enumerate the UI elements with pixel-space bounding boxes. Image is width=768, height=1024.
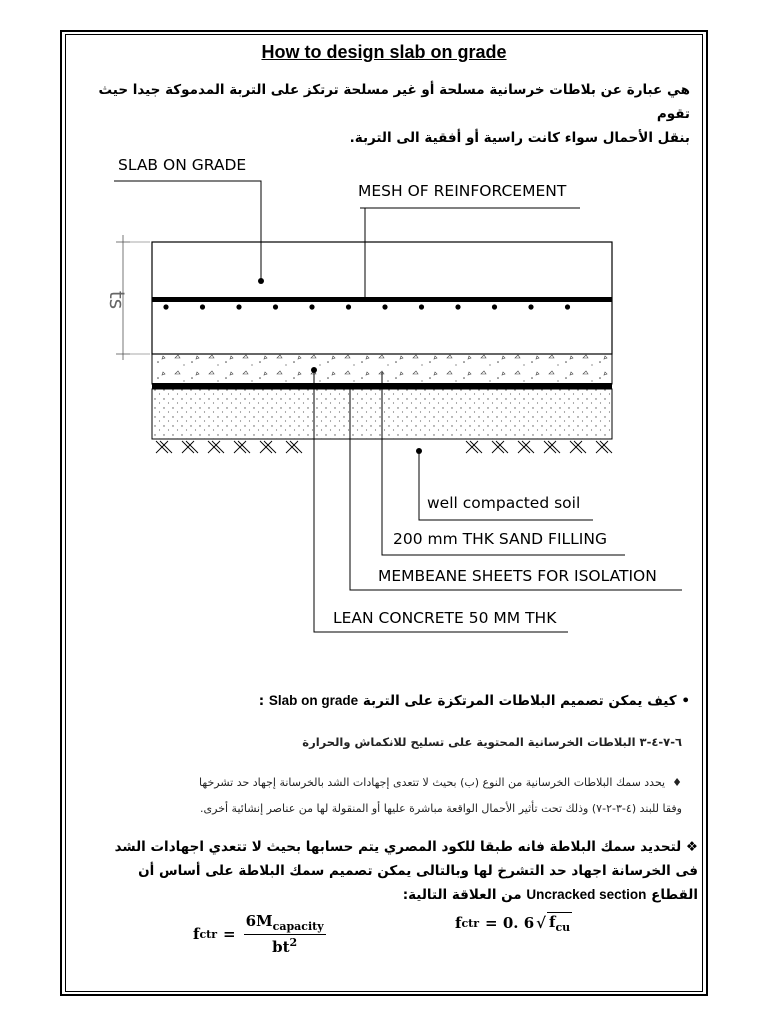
code-clause-body (98, 770, 682, 822)
question-colon: : (258, 693, 265, 709)
note-line: لتحديد سمك البلاطة فانه طبقا للكود المصري يتم حسابها بحيث لا تتعدي اجهادات الشد (114, 839, 682, 855)
formula-equals: = 0. 6 (485, 914, 535, 932)
diamond-icon: ♦ (672, 776, 682, 789)
formula-symbol: f (455, 914, 462, 932)
formula-subscript: capacity (272, 920, 324, 933)
label-sand: 200 mm THK SAND FILLING (393, 530, 607, 548)
ts-label: ts (105, 290, 129, 310)
formula-numerator: 6M (245, 912, 273, 930)
rebar-dot (273, 304, 278, 309)
rebar-dot (455, 304, 460, 309)
rebar-dot (346, 304, 351, 309)
bullet-icon: • (681, 693, 690, 709)
formula-denominator: bt (272, 938, 290, 956)
note-text: من العلاقة التالية: (402, 887, 522, 903)
rebar-dot (565, 304, 570, 309)
reinforcement-mesh (152, 297, 612, 302)
label-slab-on-grade: SLAB ON GRADE (118, 156, 247, 174)
rebar-dot (382, 304, 387, 309)
formula-equals: = (223, 925, 236, 943)
question-en-term: Slab on grade (268, 693, 359, 708)
rebar-dot (163, 304, 168, 309)
question-text: كيف يمكن تصميم البلاطات المرتكزة على التربة (362, 693, 677, 709)
sqrt-icon: √ (536, 914, 546, 932)
intro-line: بنقل الأحمال سواء كانت راسية أو أفقية الى التربة. (349, 130, 690, 146)
soil-hatch (156, 441, 612, 453)
code-line: وفقا للبند (٤-٣-٢-٧) وذلك تحت تأثير الأحمال الواقعة مباشرة عليها أو المنقولة لها من عناصر إنشائية أخرى. (200, 802, 682, 815)
rebar-dot (419, 304, 424, 309)
note-line: فى الخرسانة اجهاد حد التشرخ لها وبالتالى يمكن تصميم سمك البلاطة على أساس أن (138, 863, 698, 879)
code-line: يحدد سمك البلاطات الخرسانية من النوع (ب) بحيث لا تتعدى إجهادات الشد بالخرسانة إجهاد حد تشرخها (199, 776, 666, 789)
diamond-star-icon: ❖ (685, 839, 698, 855)
formula-subscript: ctr (461, 916, 480, 930)
formula-superscript: 2 (289, 936, 298, 949)
rebar-dot (200, 304, 205, 309)
page-title: How to design slab on grade (261, 42, 507, 62)
formula-subscript: cu (555, 921, 571, 934)
formula-flexural-tension (193, 912, 326, 956)
formula-radicand: f (549, 913, 556, 931)
formula-cracking-stress (455, 912, 572, 934)
label-soil: well compacted soil (427, 494, 581, 512)
label-lean-concrete: LEAN CONCRETE 50 MM THK (333, 609, 557, 627)
intro-line: هي عبارة عن بلاطات خرسانية مسلحة أو غير مسلحة ترتكز على التربة المدموكة جيدا حيث تقوم (98, 82, 690, 122)
design-question (90, 693, 690, 709)
rebar-dot (528, 304, 533, 309)
label-membrane: MEMBEANE SHEETS FOR ISOLATION (378, 567, 657, 585)
note-text: القطاع (651, 887, 698, 903)
design-note (78, 835, 698, 907)
code-clause-heading: ٦-٧-٤-٣ البلاطات الخرسانية المحتوية على تسليح للانكماش والحرارة (302, 735, 682, 749)
formula-subscript: ctr (199, 927, 218, 941)
rebar-dot (492, 304, 497, 309)
label-mesh: MESH OF REINFORCEMENT (358, 182, 567, 200)
rebar-dot (309, 304, 314, 309)
note-en-term: Uncracked section (526, 887, 647, 902)
formula-fraction (244, 912, 326, 956)
formula-symbol: f (193, 925, 200, 943)
rebar-dot (236, 304, 241, 309)
